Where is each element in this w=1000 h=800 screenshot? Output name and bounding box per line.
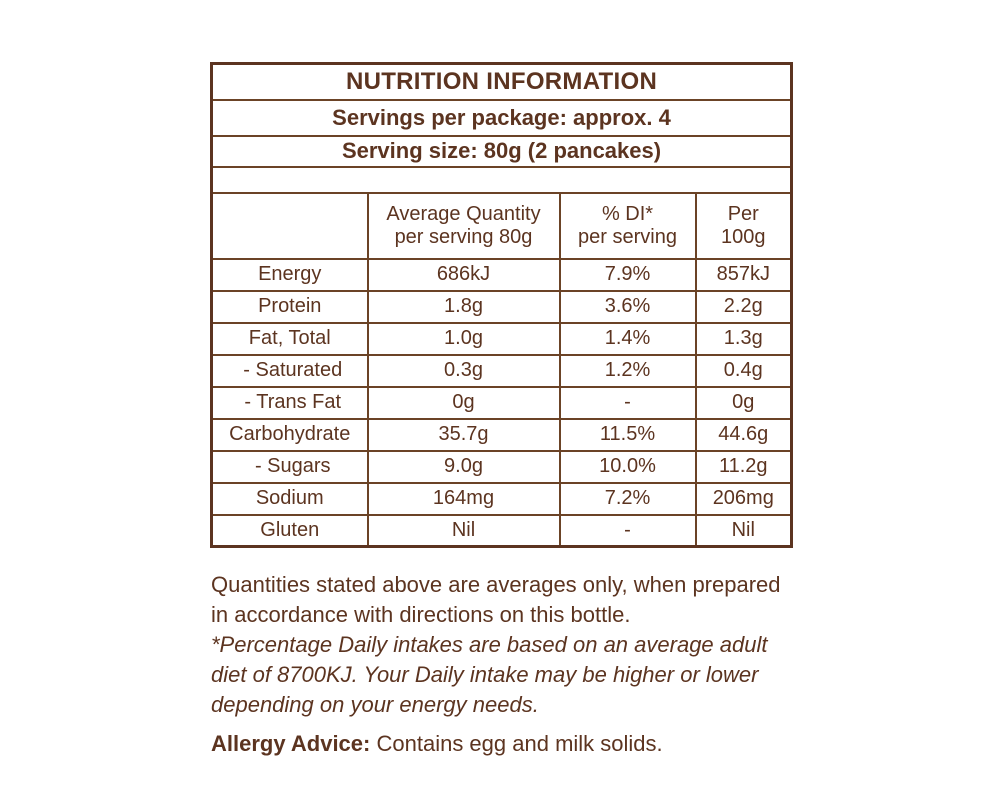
value-per-100g: 206mg — [696, 483, 792, 515]
table-row-sodium — [212, 483, 792, 515]
header-nutrient — [212, 193, 368, 259]
value-pct-di: 7.9% — [560, 259, 696, 291]
prepared-note-line2: in accordance with directions on this bottle. — [211, 602, 631, 627]
value-pct-di: - — [560, 515, 696, 547]
allergy-advice — [211, 729, 781, 759]
table-row-gluten — [212, 515, 792, 547]
nutrient-name: Sodium — [212, 483, 368, 515]
header-pct-di — [560, 193, 696, 259]
value-per-100g: 44.6g — [696, 419, 792, 451]
nutrition-table — [210, 62, 793, 548]
value-per-100g: 2.2g — [696, 291, 792, 323]
servings-per-package: Servings per package: approx. 4 — [212, 100, 792, 136]
value-per-serving: 686kJ — [368, 259, 560, 291]
table-row-carbohydrate — [212, 419, 792, 451]
value-pct-di: 1.4% — [560, 323, 696, 355]
nutrient-name: - Trans Fat — [212, 387, 368, 419]
header-per-100g-line1: Per — [727, 202, 759, 225]
value-per-100g: 0g — [696, 387, 792, 419]
allergy-advice-label: Allergy Advice: — [211, 731, 371, 756]
daily-intake-note-line3: depending on your energy needs. — [211, 692, 539, 717]
table-row-trans-fat — [212, 387, 792, 419]
value-per-100g: 857kJ — [696, 259, 792, 291]
value-pct-di: 10.0% — [560, 451, 696, 483]
nutrient-name: Fat, Total — [212, 323, 368, 355]
column-header-row — [212, 193, 792, 259]
value-per-100g: 11.2g — [696, 451, 792, 483]
value-per-serving: Nil — [368, 515, 560, 547]
nutrient-name: Gluten — [212, 515, 368, 547]
nutrient-name: Protein — [212, 291, 368, 323]
allergy-advice-text: Contains egg and milk solids. — [376, 731, 663, 756]
value-per-serving: 164mg — [368, 483, 560, 515]
value-per-100g: 1.3g — [696, 323, 792, 355]
footnotes — [211, 570, 781, 759]
nutrient-name: - Sugars — [212, 451, 368, 483]
servings-row — [212, 100, 792, 136]
header-pct-di-line1: % DI* — [601, 202, 654, 225]
spacer-cell — [212, 167, 792, 193]
serving-size-row — [212, 136, 792, 167]
nutrient-name: - Saturated — [212, 355, 368, 387]
prepared-note-line1: Quantities stated above are averages only, when prepared — [211, 572, 781, 597]
table-row-sugars — [212, 451, 792, 483]
daily-intake-note-line2: diet of 8700KJ. Your Daily intake may be higher or lower — [211, 662, 759, 687]
value-pct-di: 7.2% — [560, 483, 696, 515]
spacer-row — [212, 167, 792, 193]
daily-intake-note — [211, 630, 781, 720]
header-per-100g-line2: 100g — [721, 225, 766, 248]
value-per-serving: 9.0g — [368, 451, 560, 483]
table-row-fat-total — [212, 323, 792, 355]
nutrient-name: Carbohydrate — [212, 419, 368, 451]
value-pct-di: 1.2% — [560, 355, 696, 387]
value-pct-di: 3.6% — [560, 291, 696, 323]
value-per-100g: Nil — [696, 515, 792, 547]
header-avg-quantity-line2: per serving 80g — [394, 225, 533, 248]
daily-intake-note-line1: *Percentage Daily intakes are based on an average adult — [211, 632, 768, 657]
value-per-100g: 0.4g — [696, 355, 792, 387]
serving-size: Serving size: 80g (2 pancakes) — [212, 136, 792, 167]
header-pct-di-line2: per serving — [578, 225, 677, 248]
value-per-serving: 1.8g — [368, 291, 560, 323]
header-avg-quantity-line1: Average Quantity — [386, 202, 541, 225]
title-row — [212, 64, 792, 100]
value-pct-di: - — [560, 387, 696, 419]
table-title: NUTRITION INFORMATION — [212, 64, 792, 100]
table-row-energy — [212, 259, 792, 291]
prepared-note — [211, 570, 781, 630]
value-per-serving: 1.0g — [368, 323, 560, 355]
table-row-protein — [212, 291, 792, 323]
header-per-100g — [696, 193, 792, 259]
nutrient-name: Energy — [212, 259, 368, 291]
value-pct-di: 11.5% — [560, 419, 696, 451]
table-row-saturated — [212, 355, 792, 387]
value-per-serving: 35.7g — [368, 419, 560, 451]
value-per-serving: 0.3g — [368, 355, 560, 387]
header-avg-quantity — [368, 193, 560, 259]
value-per-serving: 0g — [368, 387, 560, 419]
